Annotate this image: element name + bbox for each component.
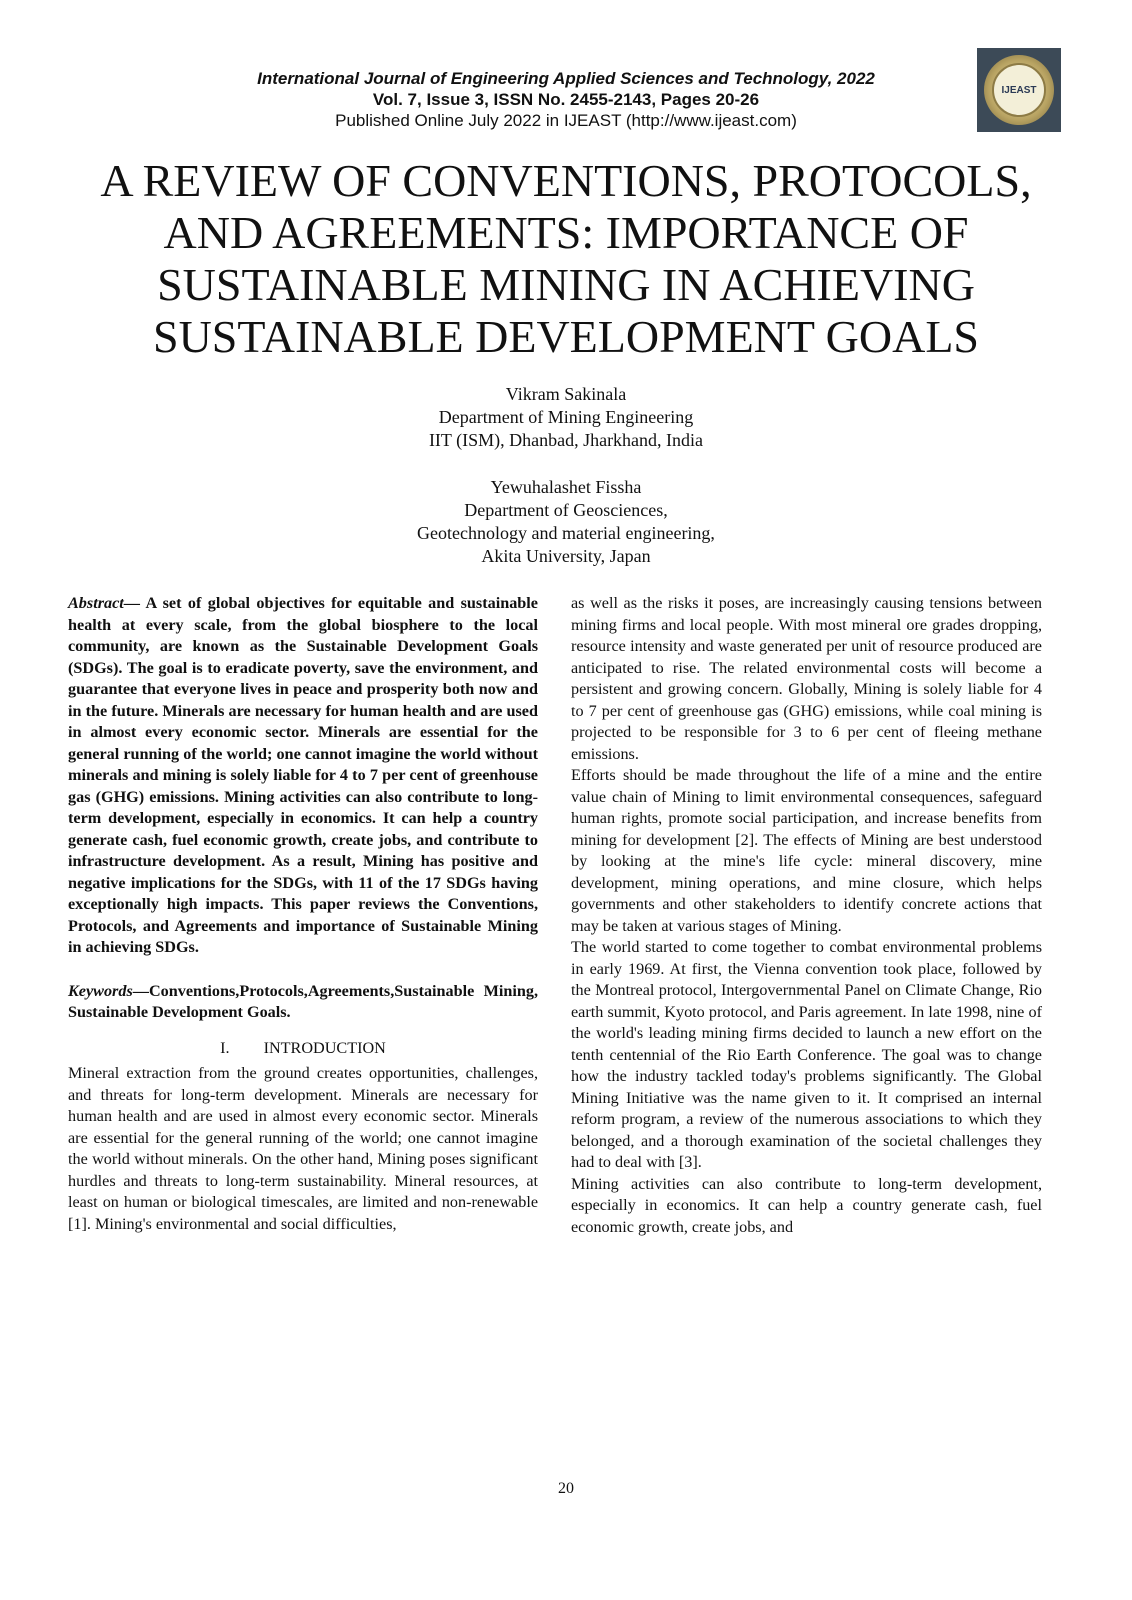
author-block <box>0 383 1132 568</box>
body-paragraph: Mineral extraction from the ground creates opportunities, challenges, and threats for long-term development. Minerals are necessary for human health and are used in almost every economic sector. Minerals are essential for the general running of the world; one cannot imagine the world without minerals. On the other hand, Mining poses significant hurdles and threats to long-term sustainability. Mineral resources, at least on human or biological timescales, are limited and non-renewable [1]. Mining's environmental and social difficulties, <box>68 1064 538 1233</box>
journal-name: International Journal of Engineering Applied Sciences and Technology, 2022 <box>257 69 875 88</box>
paper-title <box>60 155 1072 363</box>
section-title: INTRODUCTION <box>263 1038 386 1057</box>
title-line: SUSTAINABLE DEVELOPMENT GOALS <box>152 311 980 362</box>
keywords-text: —Conventions,Protocols,Agreements,Sustainable Mining, Sustainable Development Goals. <box>68 981 538 1021</box>
logo-seal-icon <box>984 55 1054 125</box>
author-affiliation: Department of Geosciences, <box>464 500 668 520</box>
abstract-dash: — <box>123 594 146 612</box>
logo-text: IJEAST <box>992 63 1046 117</box>
page-number: 20 <box>558 1480 574 1497</box>
author-name: Vikram Sakinala <box>505 384 627 404</box>
journal-published: Published Online July 2022 in IJEAST (http://www.ijeast.com) <box>335 111 797 130</box>
author-affiliation: Geotechnology and material engineering, <box>417 523 715 543</box>
section-heading <box>68 1038 538 1060</box>
title-line: SUSTAINABLE MINING IN ACHIEVING <box>157 259 975 310</box>
abstract-text: A set of global objectives for equitable and sustainable health at every scale, from the global biosphere to the local community, are known as the Sustainable Development Goals (SDGs). The goal is to eradicate poverty, save the environment, and guarantee that everyone lives in peace and prosperity both now and in the future. Minerals are necessary for human health and are used in almost every economic sector. Minerals are essential for the general running of the world; one cannot imagine the world without minerals and mining is solely liable for 4 to 7 per cent of greenhouse gas (GHG) emissions. Mining activities can also contribute to long-term development, especially in economics. It can help a country generate cash, fuel economic growth, create jobs, and contribute to infrastructure development. As a result, Mining has positive and negative implications for the SDGs, with 11 of the 17 SDGs having exceptionally high impacts. This paper reviews the Conventions, Protocols, and Agreements and importance of Sustainable Mining in achieving SDGs. <box>68 594 538 956</box>
author-affiliation: IIT (ISM), Dhanbad, Jharkhand, India <box>428 430 704 450</box>
author-affiliation: Department of Mining Engineering <box>438 407 694 427</box>
body-paragraph: The world started to come together to combat environmental problems in early 1969. At first, the Vienna convention took place, followed by the Montreal protocol, Intergovernmental Panel on Climate Change, Rio earth summit, Kyoto protocol, and Paris agreement. In late 1998, nine of the world's leading mining firms decided to launch a new effort on the tenth centennial of the Rio Earth Conference. The goal was to change how the industry tackled today's problems significantly. The Global Mining Initiative was the name given to it. It comprised an internal reform program, a review of the numerous associations to which they belonged, and a thorough examination of the societal challenges they had to deal with [3]. <box>571 938 1042 1171</box>
journal-volume: Vol. 7, Issue 3, ISSN No. 2455-2143, Pages 20-26 <box>372 90 760 109</box>
body-paragraph: Mining activities can also contribute to long-term development, especially in economics. It can help a country generate cash, fuel economic growth, create jobs, and <box>571 1174 1042 1236</box>
keywords-label: Keywords <box>68 981 133 1000</box>
section-number: I. <box>220 1038 230 1057</box>
keywords <box>68 981 538 1024</box>
abstract <box>68 593 538 959</box>
abstract-label: Abstract <box>68 594 124 612</box>
title-line: AND AGREEMENTS: IMPORTANCE OF <box>163 207 969 258</box>
journal-header <box>0 68 1132 131</box>
body-paragraph: as well as the risks it poses, are increasingly causing tensions between mining firms and local people. With most mineral ore grades dropping, resource intensity and waste generated per unit of resource produced are anticipated to rise. The related environmental costs will become a persistent and growing concern. Globally, Mining is solely liable for 4 to 7 per cent of greenhouse gas (GHG) emissions, while coal mining is projected to be responsible for 3 to 6 per cent of fleeing methane emissions. <box>571 594 1042 763</box>
author-name: Yewuhalashet Fissha <box>490 477 642 497</box>
left-column <box>68 593 538 1235</box>
author-affiliation: Akita University, Japan <box>481 546 651 566</box>
right-column <box>571 593 1042 1238</box>
title-line: A REVIEW OF CONVENTIONS, PROTOCOLS, <box>100 155 1032 206</box>
journal-logo <box>977 48 1061 132</box>
body-paragraph: Efforts should be made throughout the life of a mine and the entire value chain of Mining to limit environmental consequences, safeguard human rights, promote social participation, and increase benefits from mining for development [2]. The effects of Mining are best understood by looking at the mine's life cycle: mineral discovery, mine development, mining operations, and mine closure, which helps governments and other stakeholders to identify concrete actions that may be taken at various stages of Mining. <box>571 766 1042 935</box>
